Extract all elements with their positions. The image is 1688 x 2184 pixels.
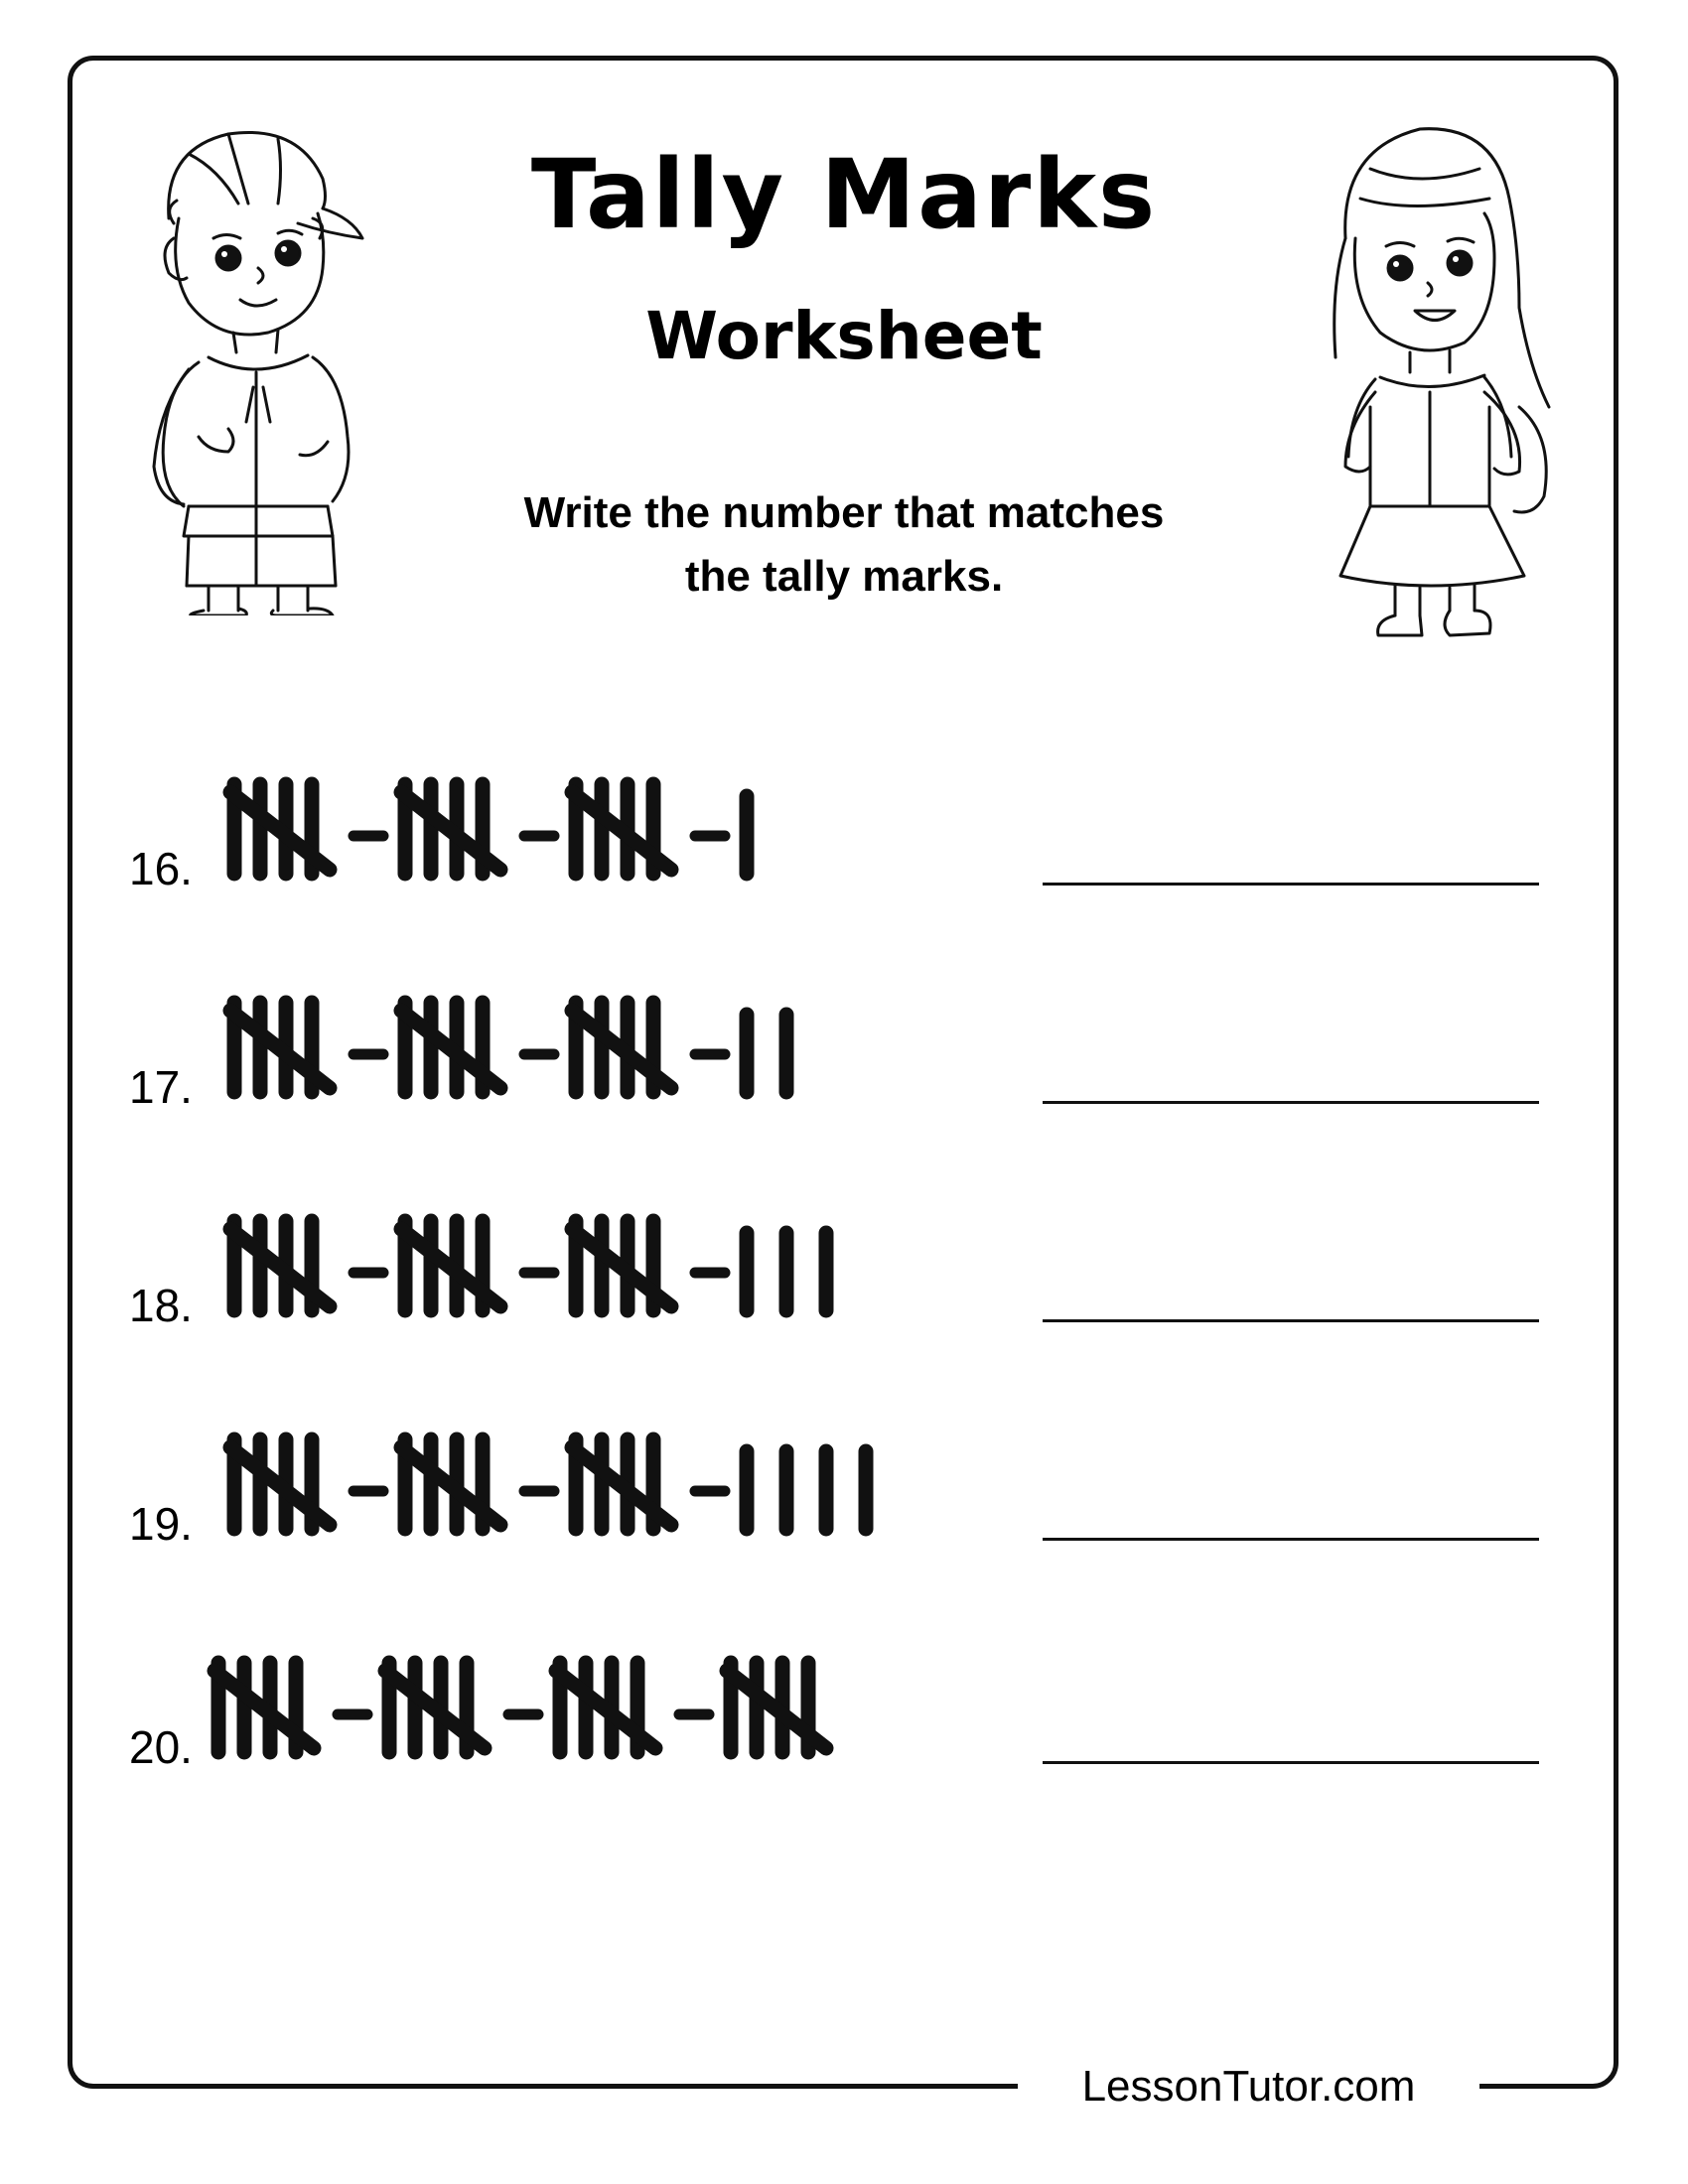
tally-marks	[226, 1430, 1140, 1549]
instruction-line-1: Write the number that matches	[523, 488, 1165, 537]
problem-number: 20.	[129, 1721, 193, 1773]
answer-line[interactable]	[1043, 1538, 1539, 1541]
tally-marks	[211, 1653, 1124, 1772]
answer-line[interactable]	[1043, 1319, 1539, 1322]
answer-line[interactable]	[1043, 1761, 1539, 1764]
boy-with-backpack-icon	[129, 109, 377, 615]
tally-marks	[226, 1211, 1140, 1330]
problem-number: 16.	[129, 843, 193, 894]
answer-line[interactable]	[1043, 1101, 1539, 1104]
instruction-line-2: the tally marks.	[684, 552, 1004, 601]
problem-number: 18.	[129, 1280, 193, 1331]
tally-marks	[226, 993, 1140, 1112]
problem-row	[119, 993, 1549, 1112]
problem-number: 19.	[129, 1498, 193, 1550]
problem-row	[119, 1430, 1549, 1549]
girl-with-backpack-icon	[1291, 109, 1559, 645]
answer-line[interactable]	[1043, 883, 1539, 886]
problem-row	[119, 1211, 1549, 1330]
instructions	[447, 481, 1241, 609]
problem-row	[119, 774, 1549, 893]
problem-row	[119, 1653, 1549, 1772]
tally-marks	[226, 774, 1140, 893]
problem-number: 17.	[129, 1061, 193, 1113]
footer-brand: LessonTutor.com	[1081, 2062, 1416, 2111]
page-title: Tally Marks	[530, 139, 1158, 250]
page-subtitle: Worksheet	[645, 298, 1043, 374]
